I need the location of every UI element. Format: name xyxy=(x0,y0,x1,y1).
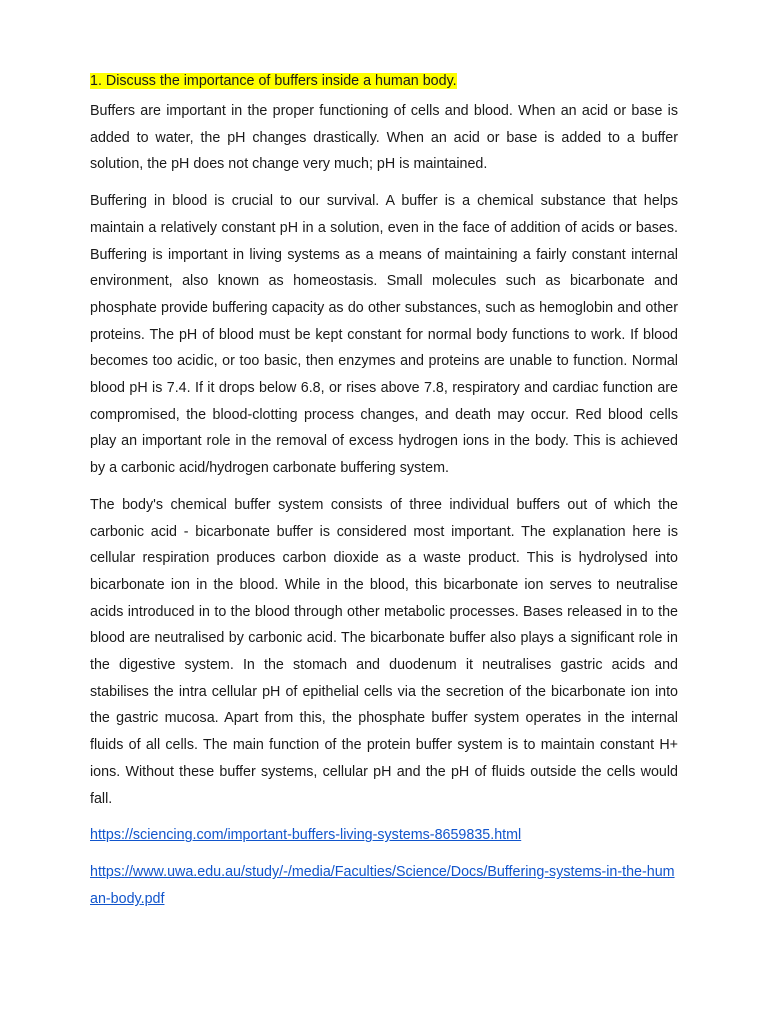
paragraph-buffers-intro: Buffers are important in the proper functioning of cells and blood. When an acid or base is added to water, the pH changes drastically. When an acid or base is added to a buffer solution, the pH does not change very much; pH is maintained. xyxy=(90,103,678,173)
reference-link-uwa[interactable]: https://www.uwa.edu.au/study/-/media/Faculties/Science/Docs/Buffering-systems-in-the-human-body.pdf xyxy=(90,864,675,908)
question-heading: 1. Discuss the importance of buffers inside a human body. xyxy=(90,73,457,89)
paragraph-blood-buffering: Buffering in blood is crucial to our survival. A buffer is a chemical substance that helps maintain a relatively constant pH in a solution, even in the face of addition of acids or bases. Buffering is important in living systems as a means of maintaining a fairly constant internal environment, also known as homeostasis. Small molecules such as bicarbonate and phosphate provide buffering capacity as do other substances, such as hemoglobin and other proteins. The pH of blood must be kept constant for normal body functions to work. If blood becomes too acidic, or too basic, then enzymes and proteins are unable to function. Normal blood pH is 7.4. If it drops below 6.8, or rises above 7.8, respiratory and cardiac function are compromised, the blood-clotting process changes, and death may occur. Red blood cells play an important role in the removal of excess hydrogen ions in the body. This is achieved by a carbonic acid/hydrogen carbonate buffering system. xyxy=(90,193,678,477)
reference-link-sciencing[interactable]: https://sciencing.com/important-buffers-living-systems-8659835.html xyxy=(90,827,522,844)
paragraph-chemical-buffer-system: The body's chemical buffer system consists of three individual buffers out of which the carbonic acid - bicarbonate buffer is considered most important. The explanation here is cellular respiration produces carbon dioxide as a waste product. This is hydrolysed into bicarbonate ion in the blood. While in the blood, this bicarbonate ion serves to neutralise acids introduced in to the blood through other metabolic processes. Bases released in to the blood are neutralised by carbonic acid. The bicarbonate buffer also plays a significant role in the digestive system. In the stomach and duodenum it neutralises gastric acids and stabilises the intra cellular pH of epithelial cells via the secretion of the bicarbonate ion into the gastric mucosa. Apart from this, the phosphate buffer system operates in the internal fluids of all cells. The main function of the protein buffer system is to maintain constant H+ ions. Without these buffer systems, cellular pH and the pH of fluids outside the cells would fall. xyxy=(90,496,678,807)
document-page xyxy=(90,68,678,923)
question-heading-wrap xyxy=(90,68,678,94)
